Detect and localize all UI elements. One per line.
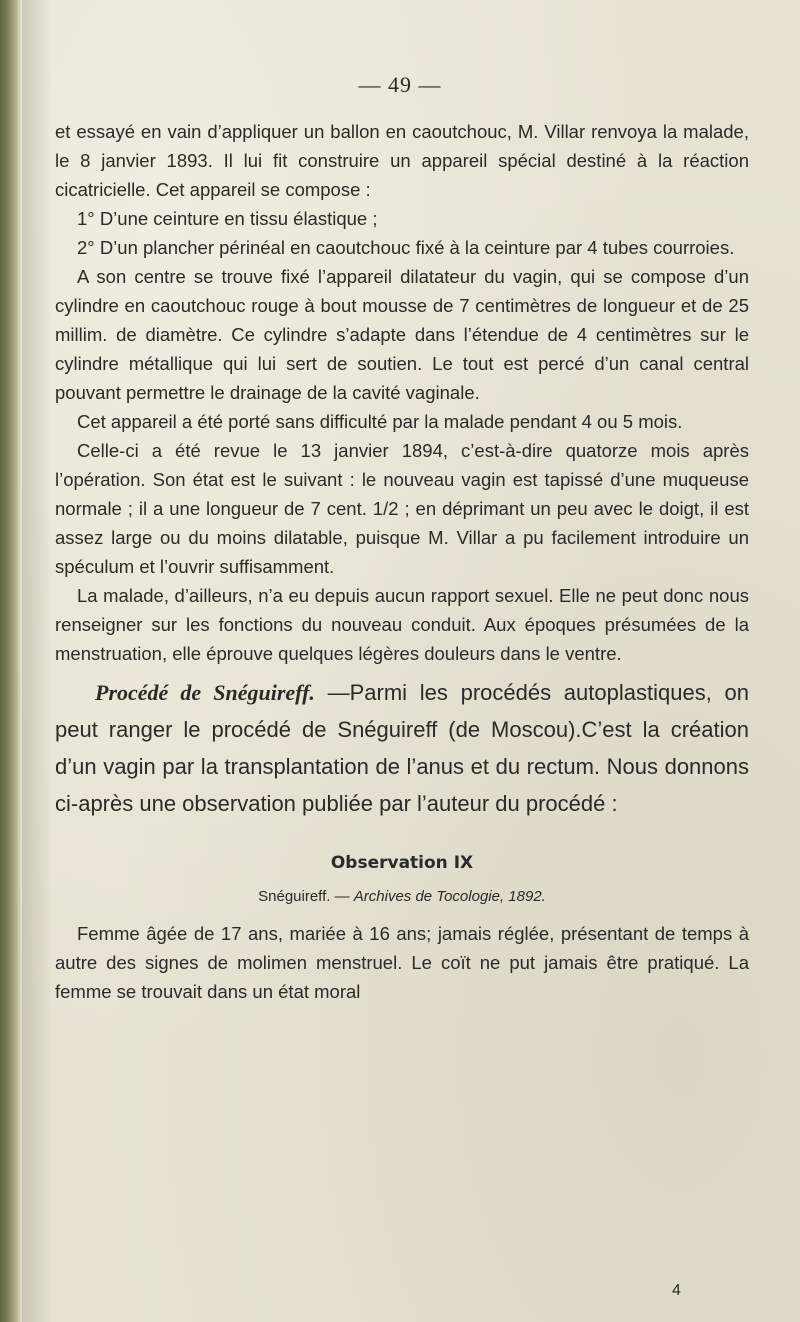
section-heading: Procédé de Snéguireff. bbox=[95, 680, 315, 705]
binding-shadow bbox=[22, 0, 52, 1322]
section-paragraph bbox=[55, 674, 749, 822]
paragraph: Celle-ci a été revue le 13 janvier 1894, c’est-à-dire quatorze mois après l’opération. Son état est le suivant : le nouveau vagin est tapissé d’une muqueuse normale ; il a une longueur de 7 cent. 1/2 ; en déprimant un peu avec le doigt, il est assez large ou du moins dilatable, puisque M. Villar a pu facilement introduire un spéculum et l’ouvrir suffisamment. bbox=[55, 440, 749, 577]
paragraph: Cet appareil a été porté sans difficulté par la malade pendant 4 ou 5 mois. bbox=[77, 411, 683, 432]
body-text bbox=[55, 117, 749, 1006]
signature-mark: 4 bbox=[672, 1282, 681, 1299]
observation-text: Femme âgée de 17 ans, mariée à 16 ans; jamais réglée, présentant de temps à autre des signes de molimen menstruel. Le coït ne put jamais être pratiqué. La femme se trouvait dans un état moral bbox=[55, 923, 749, 1002]
paragraph: La malade, d’ailleurs, n’a eu depuis aucun rapport sexuel. Elle ne peut donc nous renseigner sur les fonctions du nouveau conduit. Aux époques présumées de la menstruation, elle éprouve quelques légères douleurs dans le ventre. bbox=[55, 585, 749, 664]
list-item: 2° D’un plancher périnéal en caoutchouc fixé à la ceinture par 4 tubes courroies. bbox=[77, 237, 735, 258]
observation-source bbox=[55, 885, 749, 909]
observation-title: Observation IX bbox=[330, 853, 474, 873]
paragraph: A son centre se trouve fixé l’appareil dilatateur du vagin, qui se compose d’un cylindre en caoutchouc rouge à bout mousse de 7 centimètres de longueur et de 25 millim. de diamètre. Ce cylindre s’adapte dans l’étendue de 4 centimètres sur le cylindre métallique qui lui sert de soutien. Le tout est percé d’un canal central pouvant permettre le drainage de la cavité vaginale. bbox=[55, 266, 749, 403]
list-item: 1° D’une ceinture en tissu élastique ; bbox=[77, 208, 378, 229]
binding-edge bbox=[0, 0, 22, 1322]
page-number: — 49 — bbox=[358, 72, 442, 97]
observation-journal: Archives de Tocologie, 1892. bbox=[353, 888, 546, 905]
paragraph: et essayé en vain d’appliquer un ballon en caoutchouc, M. Villar renvoya la malade, le 8 janvier 1893. Il lui fit construire un appareil spécial destiné à la réaction cicatricielle. Cet appareil se compose : bbox=[55, 121, 749, 200]
section-intro: —Parmi les procédés autoplastiques, on peut ranger le procédé de Snéguireff (de Moscou).C’est la création d’un vagin par la transplantation de l’anus et du rectum. Nous donnons ci-après une observation publiée par l’auteur du procédé : bbox=[55, 680, 749, 816]
observation-author: Snéguireff. — bbox=[258, 888, 354, 905]
